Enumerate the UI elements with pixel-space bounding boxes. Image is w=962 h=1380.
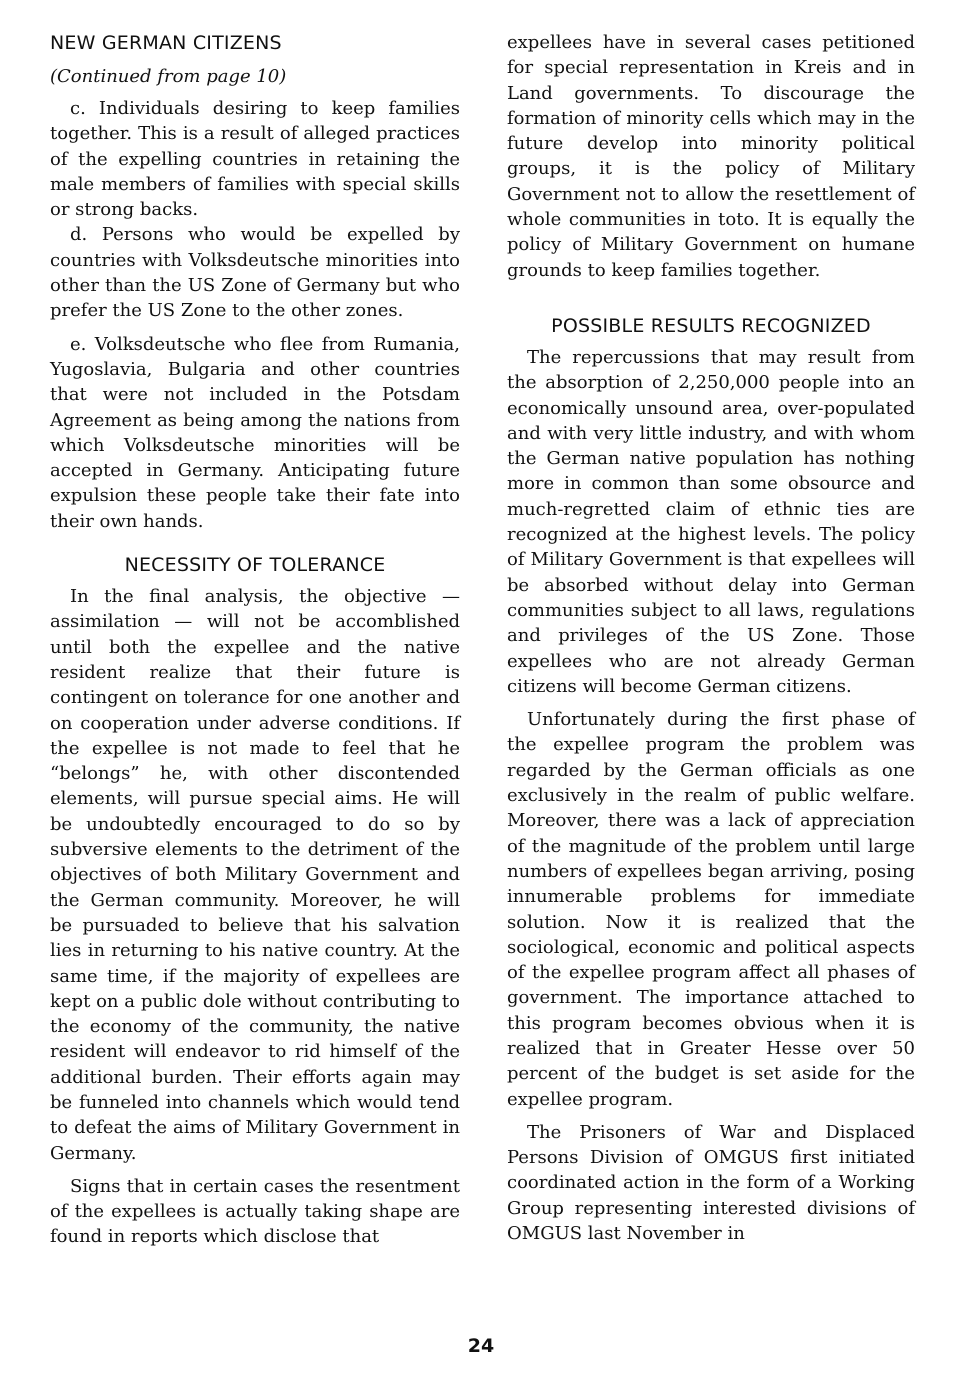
paragraph-results-3: The Prisoners of War and Displaced Persons Division of OMGUS first initiated coordinated action in the form of a Working Group representing interested divisions of OMGUS last November in: [507, 1121, 915, 1245]
left-column: [50, 30, 460, 1250]
paragraph-c: c. Individuals desiring to keep families together. This is a result of alleged practices of the expelling countries in retaining the male members of families with special skills or strong backs.: [50, 98, 460, 221]
right-column: [507, 30, 915, 1246]
article-heading: NEW GERMAN CITIZENS: [50, 32, 282, 54]
paragraph-tolerance-1: In the final analysis, the objective — assimilation — will not be accomblished until both the expellee and the native resident realize that their future is contingent on tolerance for one another and on cooperation under adverse conditions. If the expellee is not made to feel that he “belongs” he, with other discontended elements, will pursue special aims. He will be undoubtedly encouraged to do so by subversive elements to the detriment of the objectives of both Military Government and the German community. Moreover, he will be pursuaded to believe that his salvation lies in returning to his native country. At the same time, if the majority of expellees are kept on a public dole without contributing to the economy of the community, the native resident will endeavor to rid himself of the additional burden. Their efforts again may be funneled into channels which would tend to defeat the aims of Military Government in Germany.: [50, 586, 460, 1164]
paragraph-e: e. Volksdeutsche who flee from Rumania, Yugoslavia, Bulgaria and other countries that were not included in the Potsdam Agreement as being among the nations from which Volksdeutsche minorities will be accepted in Germany. Anticipating future expulsion these people take their fate into their own hands.: [50, 333, 460, 532]
section-heading-tolerance: NECESSITY OF TOLERANCE: [124, 554, 386, 577]
continued-note: (Continued from page 10): [50, 66, 287, 87]
paragraph-results-1: The repercussions that may result from the absorption of 2,250,000 people into an economically unsound area, over-populated and with very little industry, and with whom the German native population has nothing more in common than some obsource and much-regretted claim of ethnic ties are recognized at the highest levels. The policy of Military Government is that expellees will be absorbed without delay into German communities subject to all laws, regulations and privileges of the US Zone. Those expellees who are not already German citizens will become German citizens.: [507, 346, 915, 697]
paragraph-continued: expellees have in several cases petitioned for special representation in Kreis and in Land governments. To discourage the formation of minority cells which may in the future develop into minority political groups, it is the policy of Military Government not to allow the resettlement of whole communities in toto. It is equally the policy of Military Government on humane grounds to keep families together.: [507, 32, 915, 281]
paragraph-tolerance-2: Signs that in certain cases the resentment of the expellees is actually taking shape are found in reports which disclose that: [50, 1175, 460, 1248]
paragraph-results-2: Unfortunately during the first phase of the expellee program the problem was regarded by the German officials as one exclusively in the realm of public welfare. Moreover, there was a lack of appreciation of the magnitude of the problem until large numbers of expellees began arriving, posing innumerable problems for immediate solution. Now it is realized that the sociological, economic and political aspects of the expellee program affect all phases of government. The importance attached to this program becomes obvious when it is realized that in Greater Hesse over 50 percent of the budget is set aside for the expellee program.: [507, 709, 915, 1110]
paragraph-d: d. Persons who would be expelled by countries with Volksdeutsche minorities into other than the US Zone of Germany but who prefer the US Zone to the other zones.: [50, 224, 460, 322]
page-number: 24: [467, 1335, 495, 1357]
section-heading-results: POSSIBLE RESULTS RECOGNIZED: [551, 314, 871, 337]
